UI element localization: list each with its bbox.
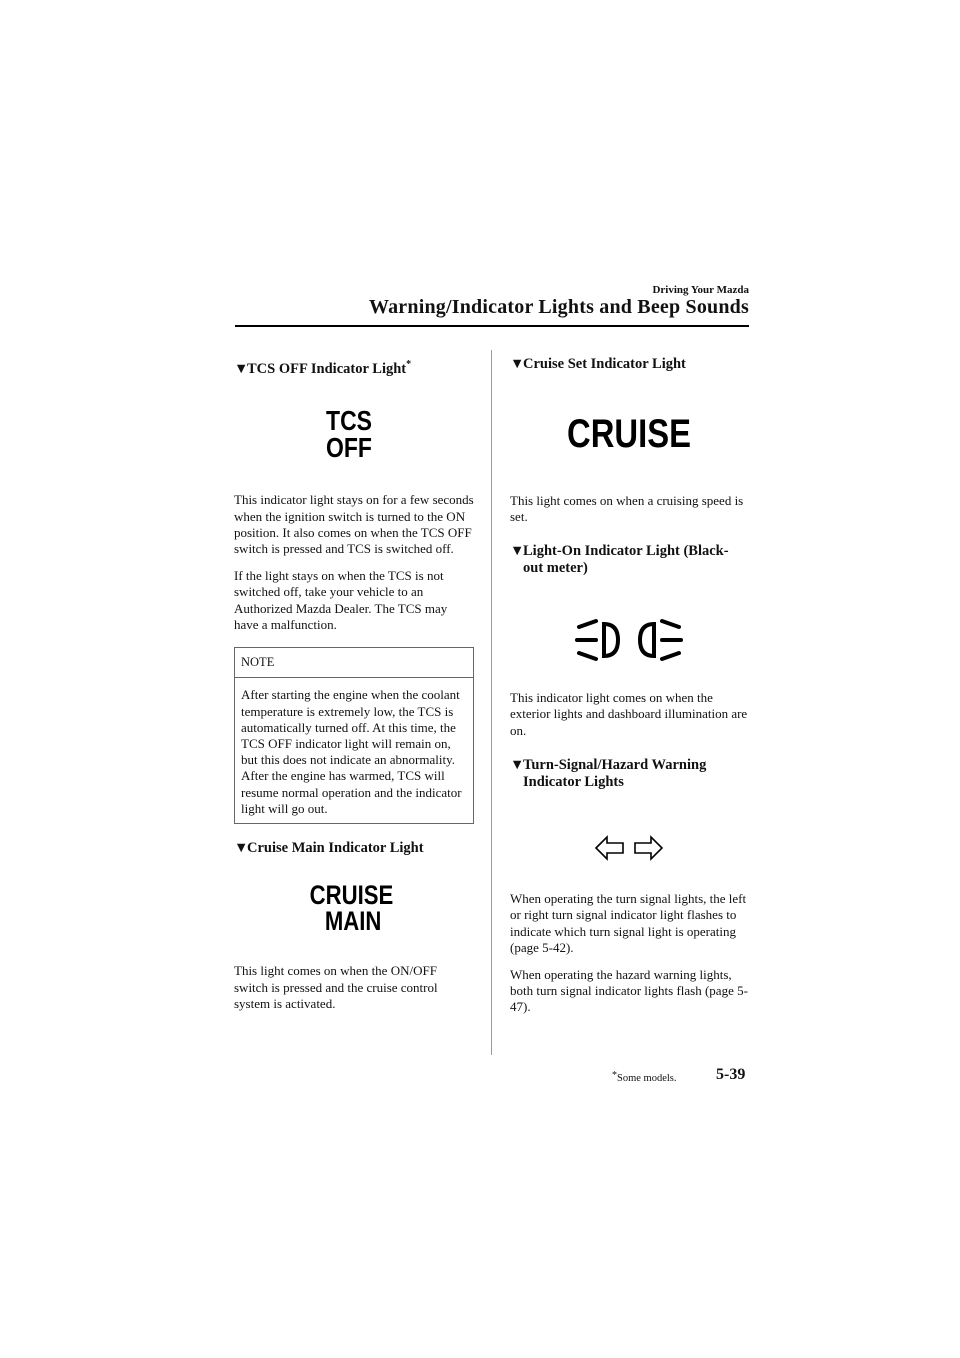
light-on-paragraph: This indicator light comes on when the exterior lights and dashboard illumination are on. (510, 689, 748, 738)
chapter-title: Driving Your Mazda (652, 284, 749, 296)
turn-signal-arrows-icon (594, 833, 664, 863)
cruise-main-heading: ▼Cruise Main Indicator Light (234, 840, 424, 857)
page-number: 5-39 (716, 1066, 746, 1083)
left-column (234, 350, 474, 1013)
footer-star: * (612, 1070, 617, 1081)
column-divider (491, 350, 492, 1055)
footer-some-models: Some models. (617, 1073, 677, 1084)
turn-signal-heading: ▼Turn-Signal/Hazard Warning Indicator Lights (510, 757, 707, 791)
cruise-set-paragraph: This light comes on when a cruising speed is set. (510, 493, 744, 525)
light-on-heading: ▼Light-On Indicator Light (Black- out meter) (510, 542, 729, 576)
footer-note (612, 1070, 677, 1084)
turn-signal-arrows-svg (594, 833, 664, 863)
section-title: Warning/Indicator Lights and Beep Sounds (369, 296, 749, 318)
cruise-main-icon-line1: CRUISE (309, 880, 394, 911)
right-column (510, 350, 750, 1016)
headlight-indicator-icon (574, 612, 684, 668)
triangle-marker-icon: ▼ (510, 757, 525, 774)
cruise-set-indicator-icon (546, 412, 712, 456)
note-box (234, 647, 474, 824)
tcs-off-icon-line1: TCS (326, 405, 372, 436)
note-label: NOTE (235, 648, 473, 678)
cruise-set-icon-text: CRUISE (567, 412, 691, 456)
tcs-off-heading: ▼TCS OFF Indicator Light* (234, 359, 412, 377)
triangle-marker-icon: ▼ (234, 361, 249, 377)
note-text: After starting the engine when the coolant temperature is extremely low, the TCS is automatically turned off. At this time, the TCS OFF indicator light will remain on, but this does not indicate an abnormality. After the engine has warmed, TCS will resume normal operation and the indicator light will go out. (241, 687, 462, 816)
footnote-star: * (406, 359, 412, 370)
tcs-off-indicator-icon (294, 405, 404, 463)
triangle-marker-icon: ▼ (510, 356, 525, 372)
tcs-off-icon-line2: OFF (326, 431, 372, 463)
tcs-off-paragraph-2: If the light stays on when the TCS is not switched off, take your vehicle to an Authorized Mazda Dealer. The TCS may have a malfunction. (234, 567, 448, 633)
triangle-marker-icon: ▼ (510, 542, 525, 559)
turn-signal-paragraph-2: When operating the hazard warning lights, both turn signal indicator lights flash (page 5-47). (510, 966, 748, 1015)
tcs-off-paragraph-1: This indicator light stays on for a few seconds when the ignition switch is turned to the ON position. It also comes on when the TCS OFF switch is pressed and TCS is switched off. (234, 492, 474, 557)
triangle-marker-icon: ▼ (234, 840, 249, 857)
cruise-main-paragraph: This light comes on when the ON/OFF switch is pressed and the cruise control system is activated. (234, 963, 438, 1012)
cruise-set-heading: ▼Cruise Set Indicator Light (510, 356, 686, 372)
turn-signal-paragraph-1: When operating the turn signal lights, the left or right turn signal indicator light flashes to indicate which turn signal light is operating (page 5-42). (510, 891, 747, 956)
headlight-indicator-svg (574, 612, 684, 668)
cruise-main-indicator-icon (284, 880, 419, 936)
header-rule (235, 325, 749, 327)
cruise-main-icon-line2: MAIN (324, 905, 382, 936)
